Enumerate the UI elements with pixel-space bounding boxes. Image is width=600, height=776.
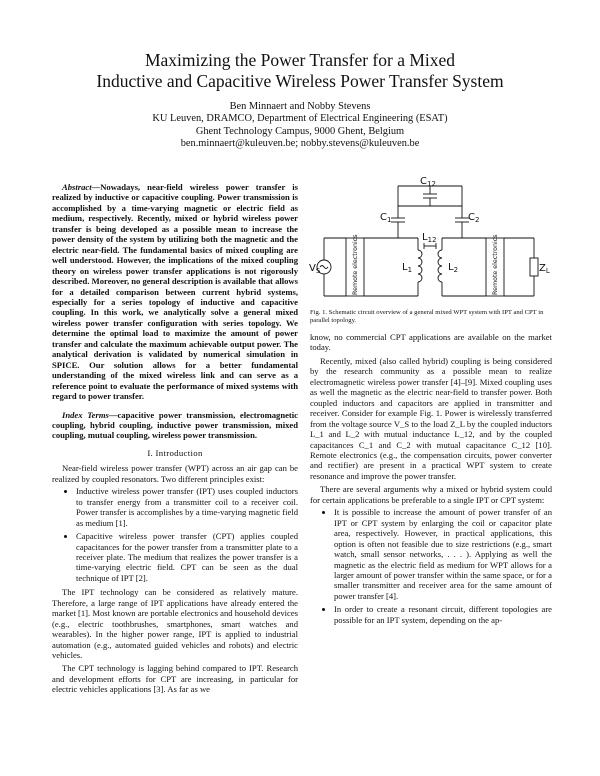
- circuit-figure: [310, 176, 550, 308]
- list-item: • Inductive wireless power transfer (IPT) uses coupled inductors to transfer energy from a transmitter coil to a receiver coil. Power transfer is accomplishes by a time-varying magnetic field as medium [1].: [76, 486, 298, 528]
- list-item: • Capacitive wireless power transfer (CPT) applies coupled capacitances for the power transfer from a transmitter plate to a receiver plate. The medium that realizes the power transfer is a time-varying electric field. CPT can be seen as the dual technique of IPT [2].: [76, 531, 298, 583]
- right-column: [310, 332, 552, 629]
- right-paragraph-1: know, no commercial CPT applications are available on the market today.: [310, 332, 552, 353]
- intro-paragraph-2: The IPT technology can be considered as relatively mature. Therefore, a large range of IPT applications have already entered the market [1]. Most known are portable electronics and household devices (e.g., electric toothbrushes, smartphones, smart watches and wearables). In the higher power range, IPT is applied to industrial automation (e.g., automated guided vehicles and robots) and electric vehicles.: [52, 587, 298, 661]
- title-line-1: Maximizing the Power Transfer for a Mixed: [144, 50, 456, 70]
- label-l1: $L_1$: [402, 262, 413, 274]
- intro-paragraph-3: The CPT technology is lagging behind compared to IPT. Research and development efforts for CPT are increasing, in particular for electric vehicles applications [3]. As far as we: [52, 663, 298, 695]
- left-column: [52, 182, 298, 695]
- figure-caption: Fig. 1. Schematic circuit overview of a general mixed WPT system with IPT and CPT in parallel topology.: [310, 309, 544, 324]
- intro-paragraph-1: Near-field wireless power transfer (WPT) across an air gap can be realized by coupled resonators. Two different principles exist:: [52, 463, 298, 484]
- label-c2: $C_2$: [468, 212, 480, 224]
- authors: Ben Minnaert and Nobby Stevens: [229, 101, 371, 112]
- index-terms-text: —capacitive power transmission, electromagnetic coupling, hybrid coupling, inductive power transmission, mixed coupling, mutual coupling, wireless power transmission.: [52, 409, 298, 441]
- label-c1: $C_1$: [380, 212, 392, 224]
- label-zl: $Z_L$: [539, 263, 550, 275]
- right-paragraph-3: There are several arguments why a mixed or hybrid system could for certain applications be preferable to a single IPT or CPT system:: [310, 484, 552, 505]
- abstract-label: Abstract: [62, 182, 92, 192]
- right-paragraph-2: Recently, mixed (also called hybrid) coupling is being considered by the research community as a possible mean to realize electromagnetic wireless power transfer [4]–[9]. Mixed coupling uses as well the magnetic as the electric near-field to transfer power. Both coupled inductors and capacitors are applied in transmitter and receiver. Consider for example Fig. 1. Power is wirelessly transferred from the voltage source V_S to the load Z_L by the coupled inductors L_1 and L_2 with mutual inductance L_12, and by the coupled capacitances C_1 and C_2 with mutual capacitance C_12 [10]. Remote electronics (e.g., the compensation circuits, power converter and rectifier) are present in a practical WPT system to create resonance and improve the power transfer.: [310, 355, 552, 481]
- intro-bullet-list: [52, 486, 298, 583]
- label-c12: $C_{12}$: [420, 176, 436, 188]
- paper-title: [0, 50, 600, 92]
- abstract-text: —Nowadays, near-field wireless power transfer is realized by inductive or capacitive coupling. Power transmission is accomplished by a time-varying magnetic or electric field as medium, respectively. Recently, mixed or hybrid wireless power transfer is being developed as a possible mean to increase the power density of the system by utilizing both the magnetic and the electric near-field. The fundamental basics of mixed coupling are well understood. However, the implications of the mixed coupling theory on wireless power transfer applications is not rigorously described. Moreover, no general description is available that allows for a detailed comparison between current hybrid systems, especially for a series topology of inductive and capacitive coupling. In this work, we analytically solve a general mixed wireless power transfer configuration with series topology. We determine the optimal load to maximize the amount of power transfer and calculate the maximum achievable output power. The analytical derivation is validated by numerical simulation in SPICE. Our solution allows for a better fundamental understanding of the mixed wireless link and can serve as a reference point to evaluate the performance of mixed systems with regard to power transfer.: [52, 182, 298, 402]
- title-line-2: Inductive and Capacitive Wireless Power Transfer System: [96, 71, 504, 91]
- section-heading: I. Introduction: [147, 447, 203, 458]
- emails: ben.minnaert@kuleuven.be; nobby.stevens@kuleuven.be: [180, 138, 420, 150]
- index-terms-label: Index Terms: [62, 409, 109, 420]
- remote-electronics-rx: Remote electronics: [492, 234, 499, 295]
- list-item: • In order to create a resonant circuit, different topologies are possible for an IPT system, depending on the ap-: [334, 604, 552, 625]
- affiliation-line-1: KU Leuven, DRAMCO, Department of Electrical Engineering (ESAT): [152, 113, 448, 125]
- affiliation-line-2: Ghent Technology Campus, 9000 Ghent, Belgium: [195, 125, 405, 137]
- author-block: [0, 101, 600, 151]
- index-terms: [52, 410, 298, 441]
- label-l2: $L_2$: [448, 262, 459, 274]
- remote-electronics-tx: Remote electronics: [352, 234, 359, 295]
- right-bullet-list: [310, 507, 552, 625]
- list-item: • It is possible to increase the amount of power transfer of an IPT or CPT system by enlarging the coil or capacitor plate area, respectively. However, in practical applications, this option is often not feasible due to size restrictions (e.g., smart watch, small sensor networks, . . . ). Applying as well the magnetic as the electric field as medium for WPT allows for a larger amount of power transfer within the same space, or for a smaller transmitter and receiver area for the same amount of power transfer [4].: [334, 507, 552, 601]
- abstract: [52, 182, 298, 402]
- label-vs: $V_S$: [309, 263, 321, 275]
- label-l12: $L_{12}$: [422, 232, 437, 244]
